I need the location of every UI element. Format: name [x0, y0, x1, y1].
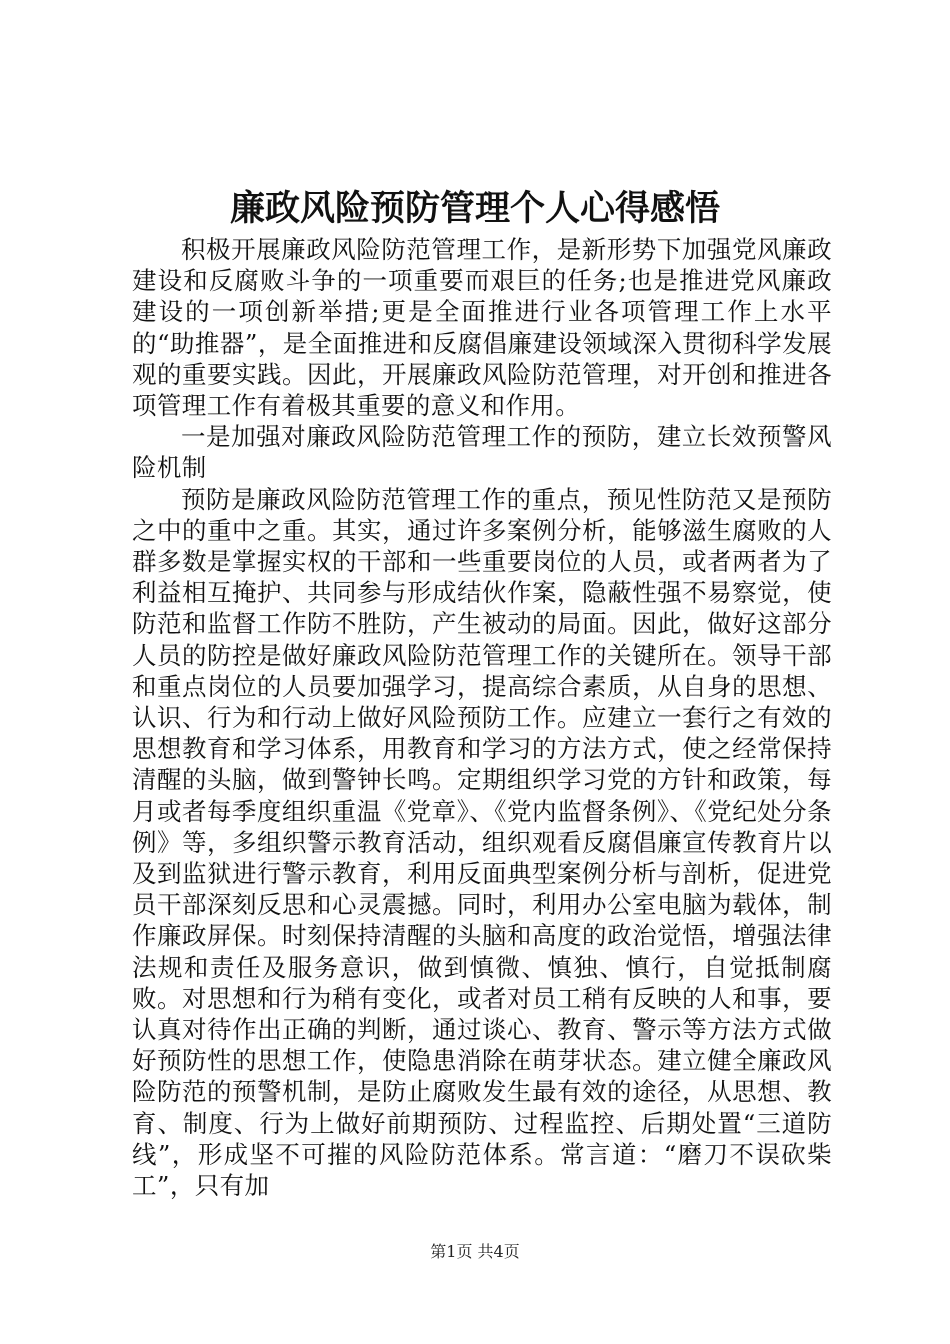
- document-title: 廉政风险预防管理个人心得感悟: [229, 188, 720, 229]
- paragraph-prevention: 预防是廉政风险防范管理工作的重点，预见性防范又是预防之中的重中之重。其实，通过许多案例分析，能够滋生腐败的人群多数是掌握实权的干部和一些重要岗位的人员，或者两者为了利益相互掩护、共同参与形成结伙作案，隐蔽性强不易察觉，使防范和监督工作防不胜防，产生被动的局面。因此，做好这部分人员的防控是做好廉政风险防范管理工作的关键所在。领导干部和重点岗位的人员要加强学习，提高综合素质，从自身的思想、认识、行为和行动上做好风险预防工作。应建立一套行之有效的思想教育和学习体系，用教育和学习的方法方式，使之经常保持清醒的头脑，做到警钟长鸣。定期组织学习党的方针和政策，每月或者每季度组织重温《党章》、《党内监督条例》、《党纪处分条例》等，多组织警示教育活动，组织观看反腐倡廉宣传教育片以及到监狱进行警示教育，利用反面典型案例分析与剖析，促进党员干部深刻反思和心灵震撼。同时，利用办公室电脑为载体，制作廉政屏保。时刻保持清醒的头脑和高度的政治觉悟，增强法律法规和责任及服务意识，做到慎微、慎独、慎行，自觉抵制腐败。对思想和行为稍有变化，或者对员工稍有反映的人和事，要认真对待作出正确的判断，通过谈心、教育、警示等方法方式做好预防性的思想工作，使隐患消除在萌芽状态。建立健全廉政风险防范的预警机制，是防止腐败发生最有效的途径，从思想、教育、制度、行为上做好前期预防、过程监控、后期处置“三道防线”，形成坚不可摧的风险防范体系。常言道：“磨刀不误砍柴工”，只有加: [132, 484, 832, 1201]
- paragraph-intro: 积极开展廉政风险防范管理工作，是新形势下加强党风廉政建设和反腐败斗争的一项重要而艰巨的任务;也是推进党风廉政建设的一项创新举措;更是全面推进行业各项管理工作上水平的“助推器”，是全面推进和反腐倡廉建设领域深入贯彻科学发展观的重要实践。因此，开展廉政风险防范管理，对开创和推进各项管理工作有着极其重要的意义和作用。: [132, 235, 832, 421]
- document-body: [132, 234, 832, 1201]
- section-heading: 一是加强对廉政风险防范管理工作的预防，建立长效预警风险机制: [132, 422, 832, 483]
- page-number-footer: 第1页 共4页: [430, 1242, 520, 1261]
